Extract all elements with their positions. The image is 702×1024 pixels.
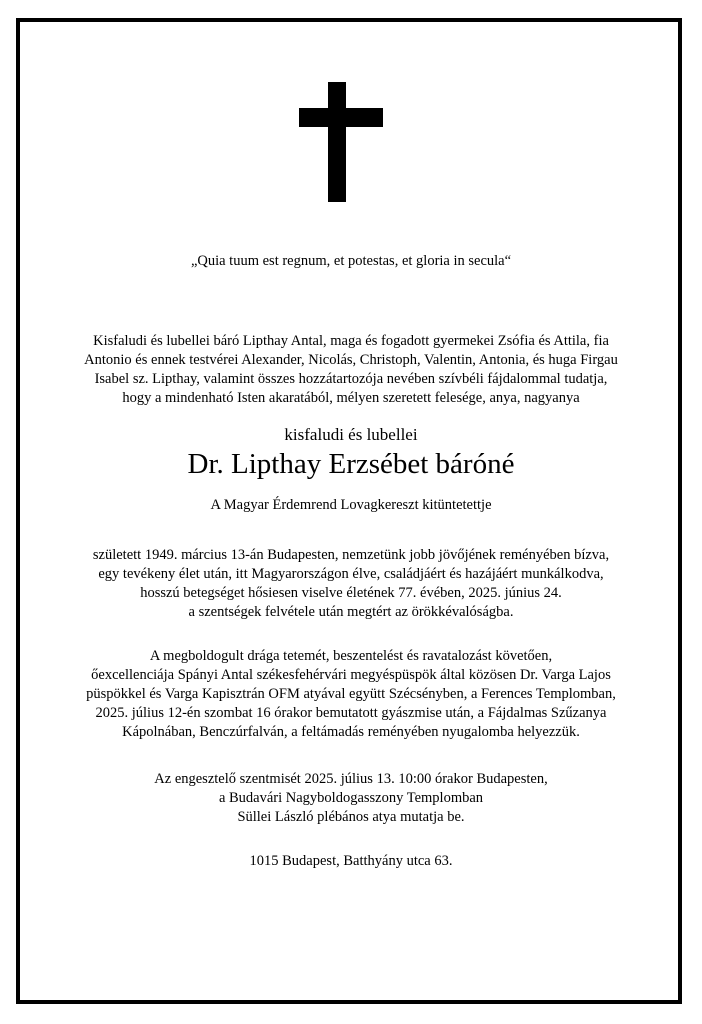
funeral-line: 2025. július 12-én szombat 16 órakor bemutatott gyászmise után, a Fájdalmas Szűzanya xyxy=(95,705,607,721)
cross-horizontal-bar xyxy=(299,108,383,127)
motto: „Quia tuum est regnum, et potestas, et gloria in secula“ xyxy=(190,253,512,269)
funeral-line: A megboldogult drága tetemét, beszentelést és ravatalozást követően, xyxy=(149,648,553,664)
funeral-line: püspökkel és Varga Kapisztrán OFM atyával együtt Szécsényben, a Ferences Templomban, xyxy=(86,686,616,702)
announcement-line: Antonio és ennek testvérei Alexander, Nicolás, Christoph, Valentin, Antonia, és huga Firgau xyxy=(84,352,618,368)
announcement-line: hogy a mindenható Isten akaratából, mélyen szeretett felesége, anya, nagyanya xyxy=(122,390,580,406)
funeral-line: Kápolnában, Benczúrfalván, a feltámadás reményében nyugalomba helyezzük. xyxy=(122,724,580,740)
funeral-details xyxy=(0,647,702,742)
deceased-name: Dr. Lipthay Erzsébet báróné xyxy=(187,448,515,480)
announcement-line: Kisfaludi és lubellei báró Lipthay Antal, maga és fogadott gyermekei Zsófia és Attila, fia xyxy=(93,333,609,349)
title-prefix: kisfaludi és lubellei xyxy=(284,425,418,444)
funeral-line: őexcellenciája Spányi Antal székesfehérvári megyéspüspök által közösen Dr. Varga Lajos xyxy=(91,667,611,683)
biography-line: a szentségek felvétele után megtért az örökkévalóságba. xyxy=(188,604,514,620)
mass-line: Az engesztelő szentmisét 2025. július 13. 10:00 órakor Budapesten, xyxy=(154,771,548,787)
cross-vertical-bar xyxy=(328,82,346,202)
announcement xyxy=(0,332,702,408)
address: 1015 Budapest, Batthyány utca 63. xyxy=(249,853,453,869)
mass-line: a Budavári Nagyboldogasszony Templomban xyxy=(218,790,484,806)
biography-line: hosszú betegséget hősiesen viselve életének 77. évében, 2025. június 24. xyxy=(140,585,562,601)
mass-line: Süllei László plébános atya mutatja be. xyxy=(237,809,465,825)
announcement-line: Isabel sz. Lipthay, valamint összes hozzátartozója nevében szívbéli fájdalommal tudatja, xyxy=(94,371,608,387)
biography-line: született 1949. március 13-án Budapesten, nemzetünk jobb jövőjének reményében bízva, xyxy=(92,547,610,563)
award: A Magyar Érdemrend Lovagkereszt kitüntetettje xyxy=(210,497,492,513)
mass-details xyxy=(0,770,702,827)
biography xyxy=(0,546,702,622)
biography-line: egy tevékeny élet után, itt Magyarországon élve, családjáért és hazájáért munkálkodva, xyxy=(98,566,604,582)
